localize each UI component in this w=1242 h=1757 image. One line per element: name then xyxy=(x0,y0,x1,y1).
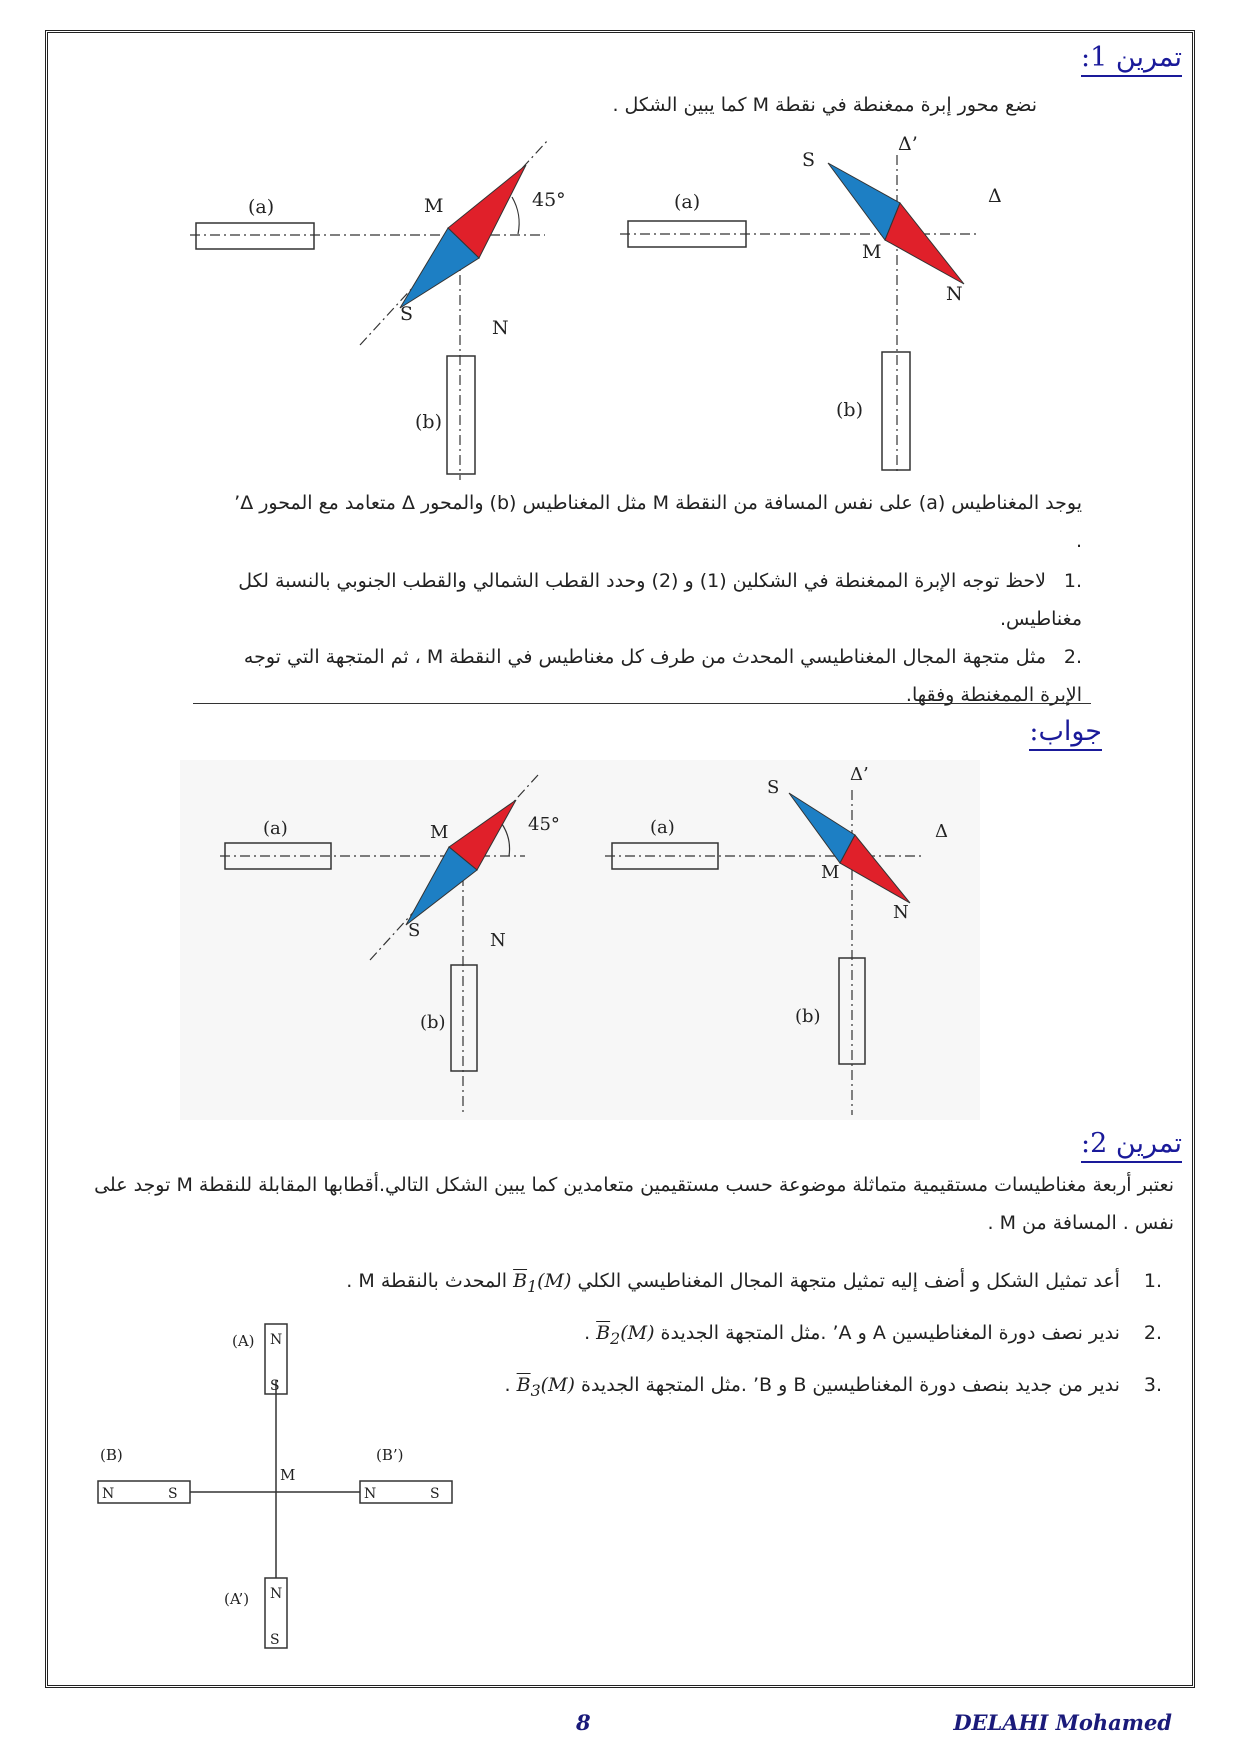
label-a: (a) xyxy=(263,818,288,839)
vector-symbol: $\overline{B}$ xyxy=(516,1373,531,1396)
item-text: مثل متجهة المجال المغناطيسي المحدث من طرف كل مغناطيس في النقطة M ، ثم المتجهة التي توجه الإبرة الممغنطة وفقها. xyxy=(243,646,1082,706)
label-M: M xyxy=(862,241,882,263)
label-delta: Δ xyxy=(988,185,1002,207)
exercise2-intro: نعتبر أربعة مغناطيسات مستقيمية متماثلة موضوعة حسب مستقيمين متعامدين كما يبين الشكل التالي.أقطابها المقابلة للنقطة M توجد على نفس . المسافة من M . xyxy=(94,1174,1174,1234)
item-number: .2 xyxy=(1063,646,1082,668)
vector-subscript: 2 xyxy=(610,1328,621,1348)
page-number: 8 xyxy=(576,1710,591,1735)
vector-subscript: 1 xyxy=(527,1276,538,1296)
label-A-prime: (A’) xyxy=(224,1590,250,1608)
item-number: .3 xyxy=(1143,1373,1162,1396)
item-text: لاحظ توجه الإبرة الممغنطة في الشكلين (1) و (2) وحدد القطب الشمالي والقطب الجنوبي بالنسبة لكل مغناطيس. xyxy=(238,570,1082,630)
item-text-end: المحدث بالنقطة M . xyxy=(346,1270,508,1292)
vector-arg: (M) xyxy=(537,1270,572,1292)
label-M: M xyxy=(280,1466,296,1484)
item-number: .1 xyxy=(1143,1270,1162,1292)
label-delta: Δ xyxy=(935,821,948,842)
magnet-a xyxy=(196,223,314,249)
pole-N: N xyxy=(270,1586,283,1602)
pole-S: S xyxy=(270,1378,280,1394)
vector-symbol: $\overline{B}$ xyxy=(513,1270,528,1292)
answer-title: جواب: xyxy=(1029,716,1102,751)
magnet-B-prime xyxy=(360,1446,452,1503)
item-text: ندير من جديد بنصف دورة المغناطيسين B و B’ .مثل المتجهة الجديدة xyxy=(581,1373,1120,1396)
magnet-B xyxy=(98,1446,190,1503)
magnet-A-prime xyxy=(224,1578,287,1648)
item-text: أعد تمثيل الشكل و أضف إليه تمثيل متجهة المجال المغناطيسي الكلي xyxy=(577,1270,1120,1292)
label-angle: 45° xyxy=(528,814,560,835)
pole-N: N xyxy=(364,1486,377,1502)
needle-north xyxy=(885,203,964,284)
label-a: (a) xyxy=(650,817,675,838)
label-N: N xyxy=(490,930,506,951)
pole-S: S xyxy=(270,1632,280,1648)
label-M: M xyxy=(424,195,444,217)
magnet-b xyxy=(882,352,910,470)
label-delta-prime: Δ’ xyxy=(850,764,869,785)
label-M: M xyxy=(430,822,449,843)
figure-2-right xyxy=(620,133,1002,475)
exercise2-figure xyxy=(80,1310,480,1670)
label-S: S xyxy=(400,303,414,325)
author-name: DELAHI Mohamed xyxy=(953,1710,1172,1735)
exercise1-intro: نضع محور إبرة ممغنطة في نقطة M كما يبين الشكل . xyxy=(612,94,1037,116)
label-delta-prime: Δ’ xyxy=(898,133,918,155)
exercise2-title: تمرين 2: xyxy=(1081,1128,1182,1163)
label-a: (a) xyxy=(248,196,275,218)
exercise1-title: تمرين 1: xyxy=(1081,42,1182,77)
label-a: (a) xyxy=(674,191,701,213)
label-S: S xyxy=(802,149,816,171)
pole-S: S xyxy=(430,1486,440,1502)
item-text: ندير نصف دورة المغناطيسين A و A’ .مثل المتجهة الجديدة xyxy=(660,1321,1120,1344)
list-item xyxy=(202,562,1082,638)
item-text-end: . xyxy=(584,1321,591,1344)
label-N: N xyxy=(946,283,963,305)
label-b: (b) xyxy=(420,1012,446,1033)
label-b: (b) xyxy=(836,399,863,421)
label-M: M xyxy=(821,862,840,883)
label-N: N xyxy=(893,902,909,923)
label-S: S xyxy=(408,920,421,941)
label-b: (b) xyxy=(415,411,442,433)
label-A: (A) xyxy=(232,1332,255,1350)
exercise1-figure xyxy=(0,120,1242,540)
vector-arg: (M) xyxy=(540,1373,575,1396)
item-number: .2 xyxy=(1143,1321,1162,1344)
pole-S: S xyxy=(168,1486,178,1502)
magnet-b xyxy=(447,356,475,474)
label-N: N xyxy=(492,317,509,339)
vector-arg: (M) xyxy=(620,1321,655,1344)
label-B: (B) xyxy=(100,1446,123,1464)
magnet-A xyxy=(232,1324,287,1394)
label-B-prime: (B’) xyxy=(376,1446,404,1464)
item-text-end: . xyxy=(504,1373,511,1396)
label-b: (b) xyxy=(795,1006,821,1027)
label-angle: 45° xyxy=(532,189,566,211)
exercise1-description: يوجد المغناطيس (a) على نفس المسافة من النقطة M مثل المغناطيس (b) والمحور Δ متعامد مع المحور Δ’ . xyxy=(234,492,1082,552)
answer-figure xyxy=(0,760,1242,1120)
vector-subscript: 3 xyxy=(530,1380,541,1400)
vector-symbol: $\overline{B}$ xyxy=(596,1321,611,1344)
item-number: .1 xyxy=(1063,570,1082,592)
list-item xyxy=(262,1258,1162,1310)
label-S: S xyxy=(767,777,780,798)
figure-1-left xyxy=(190,140,566,480)
exercise1-questions xyxy=(202,562,1082,714)
pole-N: N xyxy=(270,1332,283,1348)
pole-N: N xyxy=(102,1486,115,1502)
divider xyxy=(193,703,1091,704)
